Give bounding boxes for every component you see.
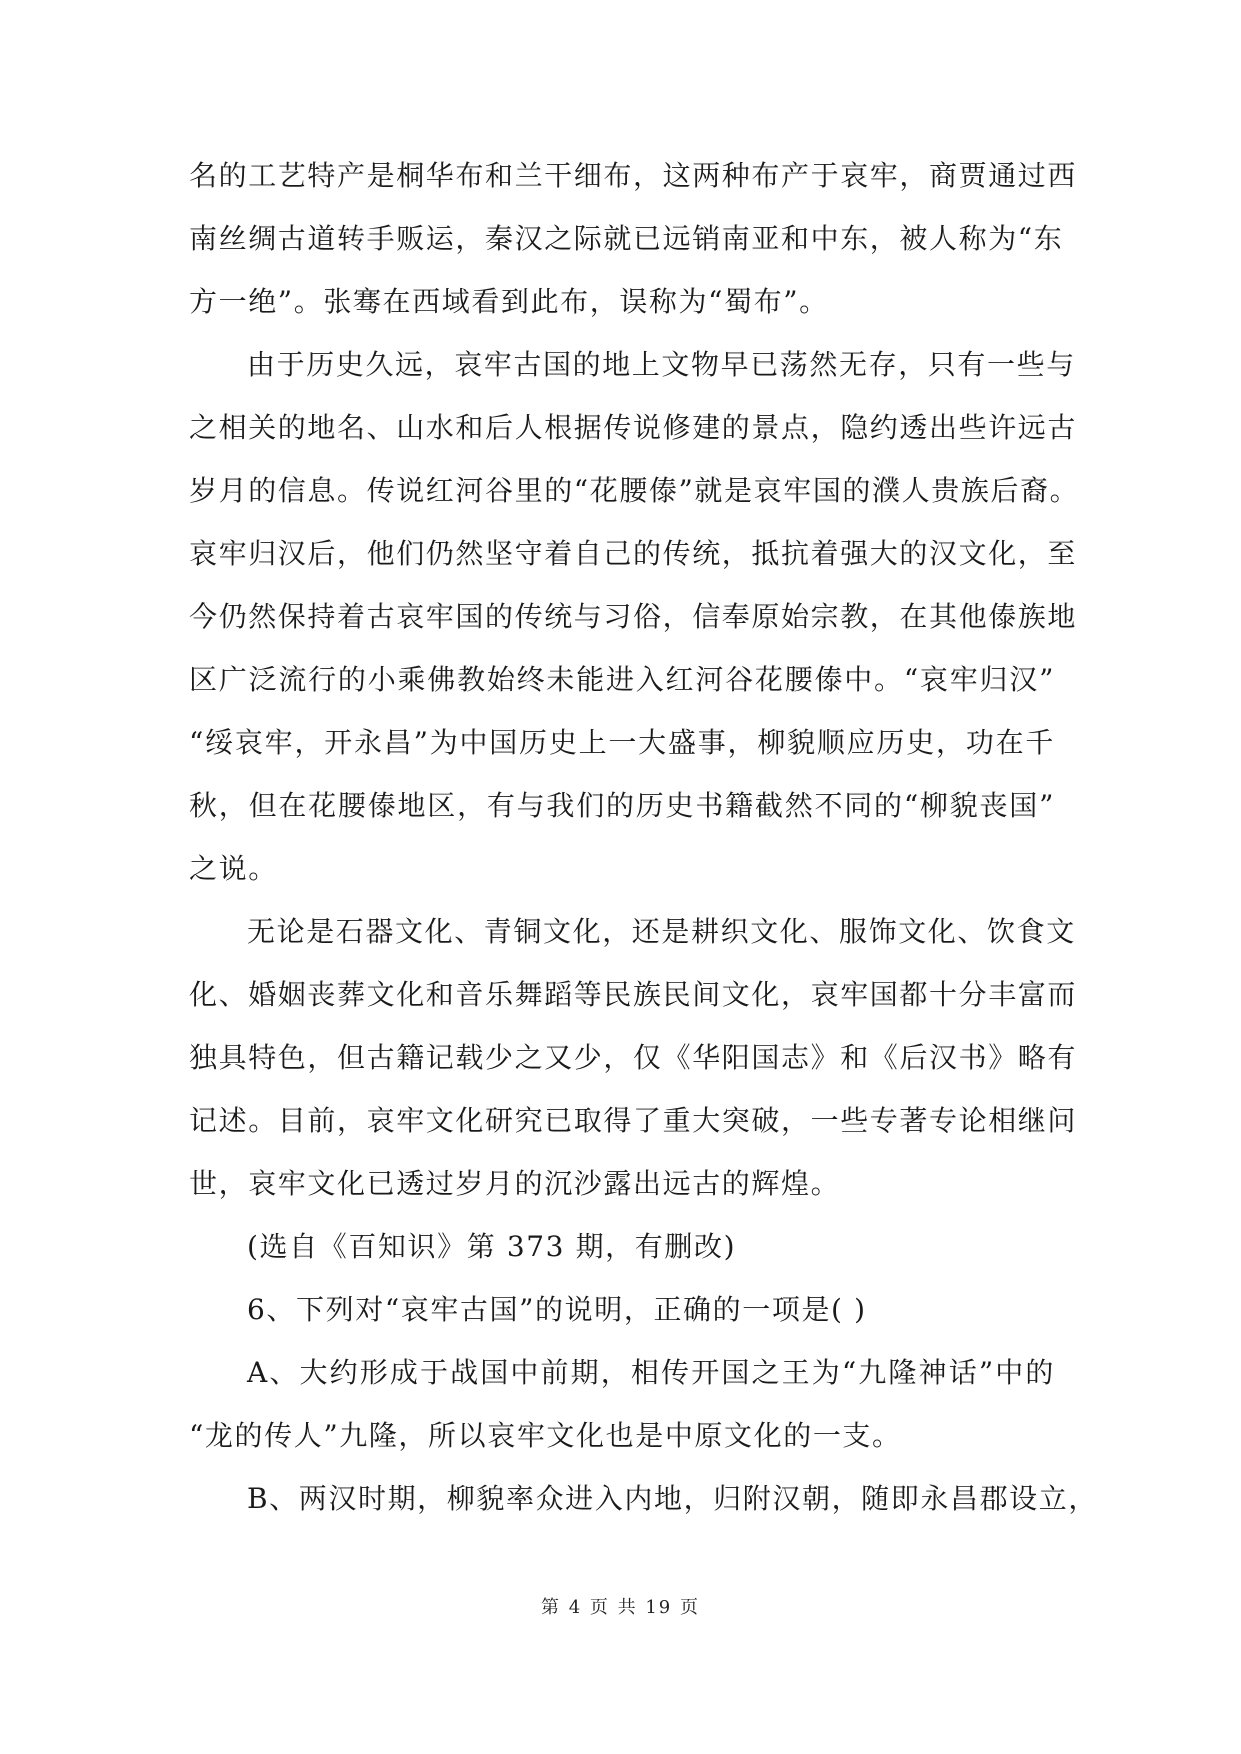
text-line: 记述。目前，哀牢文化研究已取得了重大突破，一些专著专论相继问: [189, 1104, 1078, 1137]
text-line: 独具特色，但古籍记载少之又少，仅《华阳国志》和《后汉书》略有: [189, 1041, 1078, 1074]
text-line: 由于历史久远，哀牢古国的地上文物早已荡然无存，只有一些与: [247, 348, 1076, 381]
text-line: 之相关的地名、山水和后人根据传说修建的景点，隐约透出些许远古: [189, 411, 1078, 444]
page-footer: 第 4 页 共 19 页: [541, 1597, 700, 1618]
text-line: 岁月的信息。传说红河谷里的“花腰傣”就是哀牢国的濮人贵族后裔。: [189, 474, 1080, 507]
text-line: 6、下列对“哀牢古国”的说明，正确的一项是( ): [247, 1293, 867, 1326]
text-line: 哀牢归汉后，他们仍然坚守着自己的传统，抵抗着强大的汉文化，至: [189, 537, 1078, 570]
text-line: 之说。: [189, 852, 278, 885]
text-line: 区广泛流行的小乘佛教始终未能进入红河谷花腰傣中。“哀牢归汉”: [189, 663, 1055, 696]
text-line: 世，哀牢文化已透过岁月的沉沙露出远古的辉煌。: [189, 1167, 841, 1200]
text-line: A、大约形成于战国中前期，相传开国之王为“九隆神话”中的: [247, 1356, 1055, 1389]
text-line: (选自《百知识》第 373 期，有删改): [247, 1230, 737, 1263]
text-line: 南丝绸古道转手贩运，秦汉之际就已远销南亚和中东，被人称为“东: [189, 222, 1064, 255]
text-line: 名的工艺特产是桐华布和兰干细布，这两种布产于哀牢，商贾通过西: [189, 159, 1078, 192]
text-line: “绥哀牢，开永昌”为中国历史上一大盛事，柳貌顺应历史，功在千: [189, 726, 1055, 759]
text-line: 方一绝”。张骞在西域看到此布，误称为“蜀布”。: [189, 285, 829, 318]
text-line: “龙的传人”九隆，所以哀牢文化也是中原文化的一支。: [189, 1419, 902, 1452]
text-line: 无论是石器文化、青铜文化，还是耕织文化、服饰文化、饮食文: [247, 915, 1076, 948]
text-line: 化、婚姻丧葬文化和音乐舞蹈等民族民间文化，哀牢国都十分丰富而: [189, 978, 1078, 1011]
text-line: 今仍然保持着古哀牢国的传统与习俗，信奉原始宗教，在其他傣族地: [189, 600, 1078, 633]
article-body: [189, 144, 1098, 1530]
text-line: 秋，但在花腰傣地区，有与我们的历史书籍截然不同的“柳貌丧国”: [189, 789, 1055, 822]
text-line: B、两汉时期，柳貌率众进入内地，归附汉朝，随即永昌郡设立，: [247, 1482, 1098, 1515]
